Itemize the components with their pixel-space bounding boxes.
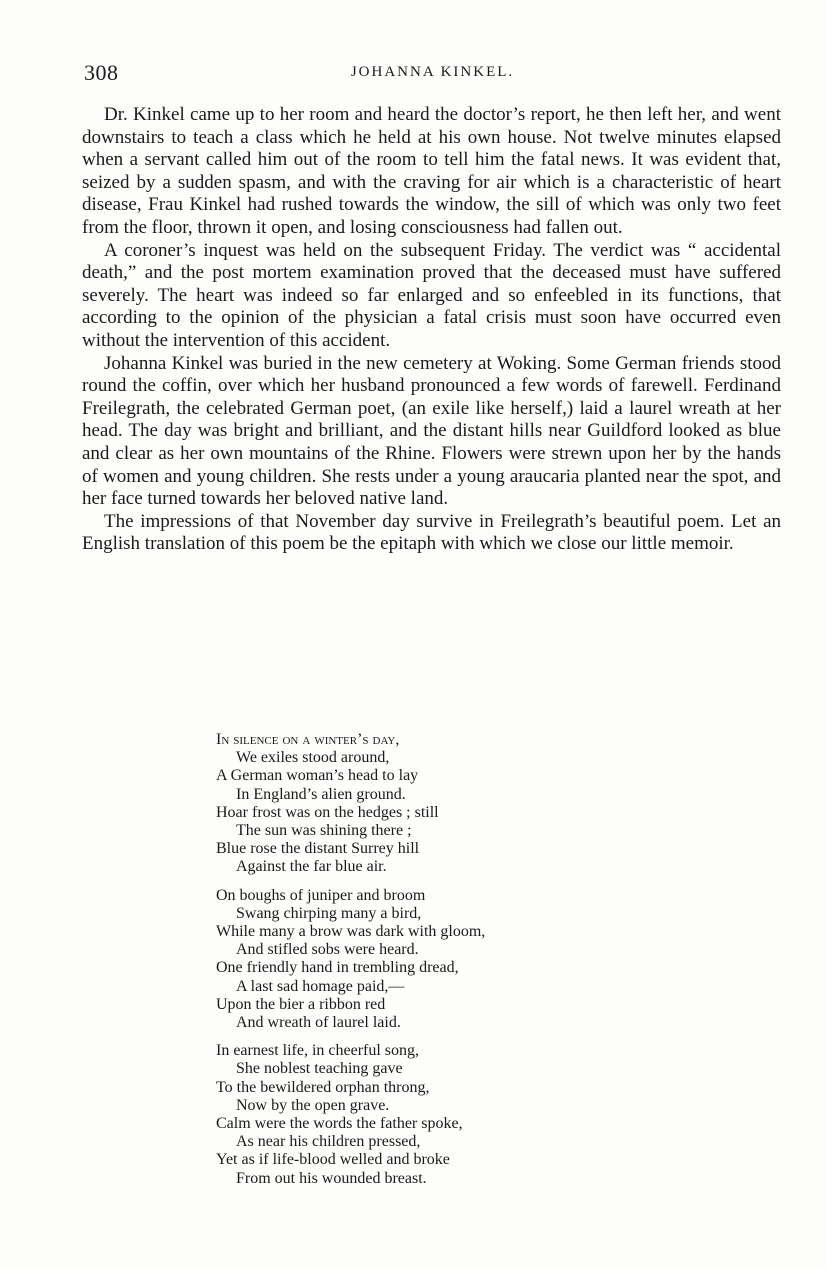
poem-line: She noblest teaching gave: [236, 1060, 403, 1078]
poem-line: On boughs of juniper and broom: [216, 886, 426, 904]
poem-line: A German woman’s head to lay: [216, 767, 419, 785]
paragraph-inquest: A coroner’s inquest was held on the subsequent Friday. The verdict was “ accidental death,” and the post mortem examination proved that the deceased must have suffered severely. The heart was indeed so far enlarged and so enfeebled in its functions, that according to the opinion of the physician a fatal crisis must soon have occurred even without the intervention of this accident.: [82, 239, 781, 351]
running-title: JOHANNA KINKEL.: [350, 64, 515, 80]
poem-line: Calm were the words the father spoke,: [216, 1115, 463, 1133]
poem-line: Swang chirping many a bird,: [236, 904, 422, 922]
poem-line: And wreath of laurel laid.: [236, 1014, 401, 1032]
paragraph-poem-intro: The impressions of that November day survive in Freilegrath’s beautiful poem. Let an English translation of this poem be the epitaph with which we close our little memoir.: [82, 510, 781, 555]
poem-line: To the bewildered orphan throng,: [216, 1078, 430, 1096]
poem-line: While many a brow was dark with gloom,: [216, 923, 486, 941]
poem-line: We exiles stood around,: [236, 749, 390, 767]
poem-line: Hoar frost was on the hedges ; still: [216, 803, 439, 821]
poem-stanza-3: [216, 1042, 636, 1188]
poem-line: Upon the bier a ribbon red: [216, 995, 386, 1013]
poem-line: In silence on a winter’s day,: [216, 731, 400, 748]
page-header: [84, 60, 781, 88]
paragraph-burial: Johanna Kinkel was buried in the new cemetery at Woking. Some German friends stood round the coffin, over which her husband pronounced a few words of farewell. Ferdinand Freilegrath, the celebrated German poet, (an exile like herself,) laid a laurel wreath at her head. The day was bright and brilliant, and the distant hills near Guildford looked as blue and clear as her own mountains of the Rhine. Flowers were strewn upon her by the hands of women and young children. She rests under a young araucaria planted near the spot, and her face turned towards her beloved native land.: [82, 352, 781, 510]
poem-line: A last sad homage paid,—: [236, 977, 405, 995]
poem-stanza-2: [216, 887, 636, 1033]
poem: [216, 731, 636, 1198]
poem-line: The sun was shining there ;: [236, 822, 412, 840]
poem-line: In earnest life, in cheerful song,: [216, 1042, 420, 1060]
poem-line: Blue rose the distant Surrey hill: [216, 840, 420, 858]
poem-line: And stifled sobs were heard.: [236, 941, 419, 959]
poem-line: As near his children pressed,: [236, 1133, 421, 1151]
poem-line: Against the far blue air.: [236, 858, 387, 876]
paragraph-report: Dr. Kinkel came up to her room and heard the doctor’s report, he then left her, and went downstairs to teach a class which he held at his own house. Not twelve minutes elapsed when a servant called him out of the room to tell him the fatal news. It was evident that, seized by a sudden spasm, and with the craving for air which is a characteristic of heart disease, Frau Kinkel had rushed towards the window, the sill of which was only two feet from the floor, thrown it open, and losing consciousness had fallen out.: [82, 104, 781, 238]
poem-line: From out his wounded breast.: [236, 1169, 427, 1187]
poem-line: Now by the open grave.: [236, 1096, 390, 1114]
poem-line: Yet as if life-blood welled and broke: [216, 1151, 450, 1169]
page-number: 308: [84, 60, 119, 85]
poem-line: One friendly hand in trembling dread,: [216, 959, 459, 977]
prose-body: [82, 104, 781, 556]
poem-line: In England’s alien ground.: [236, 785, 406, 803]
poem-stanza-1: [216, 731, 636, 877]
